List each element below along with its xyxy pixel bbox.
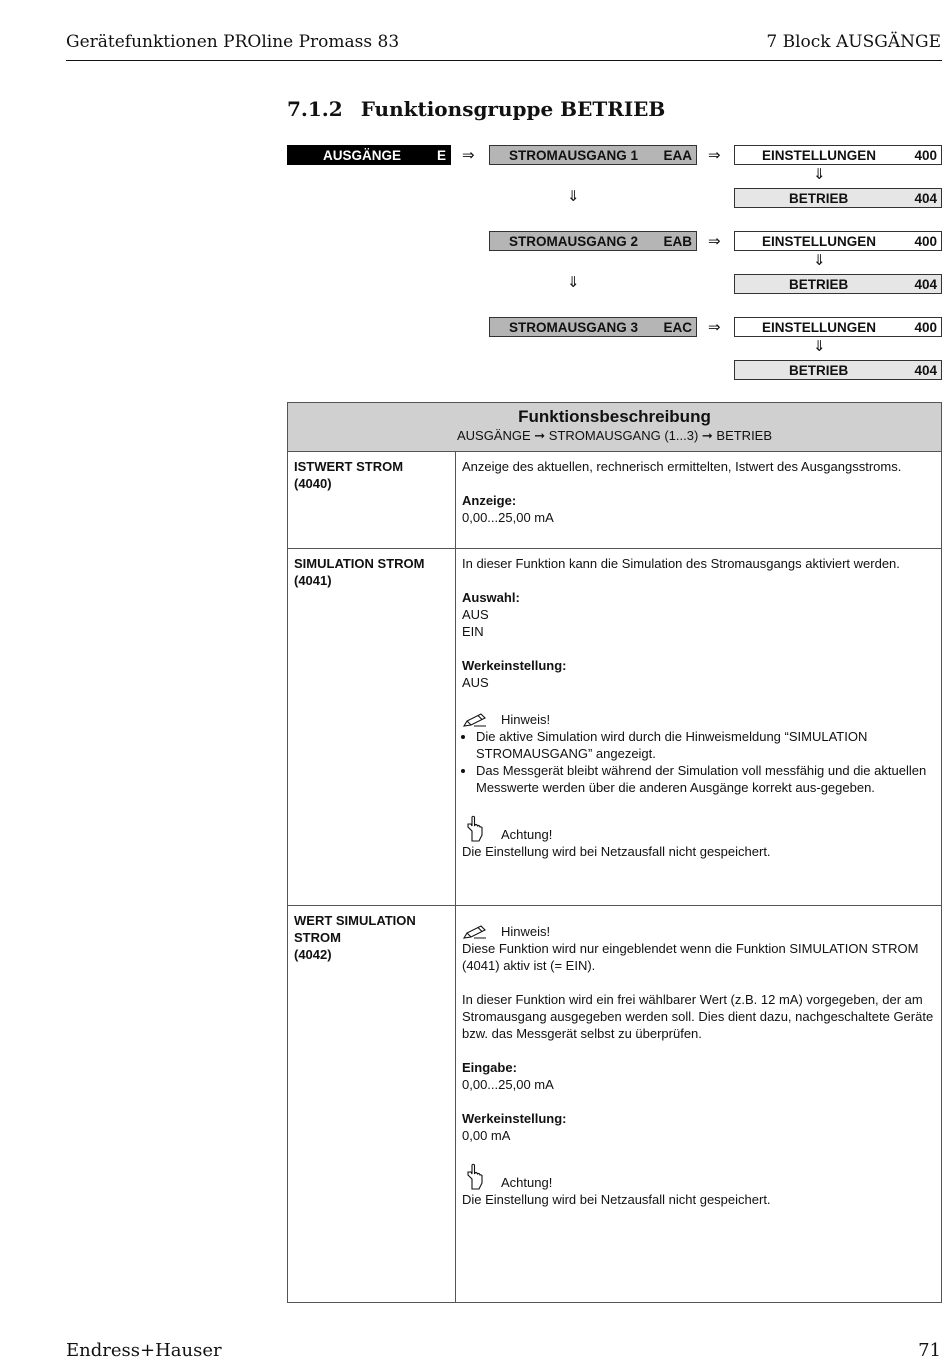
note-block [462,711,935,728]
note-label: Hinweis! [501,924,551,939]
default-value: AUS [462,675,489,690]
note-text: Diese Funktion wird nur eingeblendet wenn die Funktion SIMULATION STROM (4041) aktiv ist (= EIN). [462,941,919,973]
menu-settings-label: EINSTELLUNGEN [762,233,877,249]
caution-text: Die Einstellung wird bei Netzausfall nicht gespeichert. [462,844,771,859]
pointing-hand-caution-icon [462,815,488,843]
menu-group-code: EAB [663,233,692,249]
function-description: In dieser Funktion kann die Simulation des Stromausgangs aktiviert werden. [462,556,900,571]
section-title: Funktionsgruppe BETRIEB [360,97,666,121]
menu-settings-box-3 [734,317,942,337]
function-description-cell [456,906,941,1214]
menu-root-box [287,145,451,165]
note-item: • Die aktive Simulation wird durch die Hinweismeldung “SIMULATION STROMAUSGANG” angezeigt. [476,728,935,762]
section-number: 7.1.2 [287,97,343,121]
function-name-cell [288,452,456,548]
selection-option: EIN [462,624,484,639]
menu-group-label: STROMAUSGANG 3 [509,319,639,335]
selection-label: Auswahl: [462,590,520,605]
table-header [288,403,941,452]
caution-block [462,1163,935,1191]
function-name-cell [288,906,456,1303]
arrow-right-icon: ⇒ [708,147,721,164]
menu-group-code: EAC [663,319,692,335]
input-range: 0,00...25,00 mA [462,1077,554,1092]
menu-group-box-3 [489,317,697,337]
menu-settings-code: 400 [914,319,937,335]
menu-operation-label: BETRIEB [789,362,849,378]
menu-root-code: E [436,147,446,163]
arrow-down-icon: ⇓ [813,166,826,183]
table-row [288,452,941,549]
table-row [288,906,941,1303]
note-block [462,923,935,940]
pointing-hand-caution-icon [462,1163,488,1191]
function-description: Anzeige des aktuellen, rechnerisch ermittelten, Istwert des Ausgangsstroms. [462,459,902,474]
menu-operation-box-1 [734,188,942,208]
menu-operation-code: 404 [914,276,937,292]
arrow-right-icon: ⇒ [708,319,721,336]
note-label: Hinweis! [501,712,551,727]
function-description: In dieser Funktion wird ein frei wählbarer Wert (z.B. 12 mA) vorgegeben, der am Stromausgang ausgegeben werden soll. Dies dient dazu, nachgeschaltete Geräte bzw. das Messgerät selbst zu überprüfen. [462,992,934,1041]
page-number: 71 [918,1340,941,1361]
menu-settings-code: 400 [914,147,937,163]
menu-root-label: AUSGÄNGE [322,147,401,163]
function-description-cell [456,452,941,532]
function-description-table [287,402,942,1303]
caution-block [462,815,935,843]
arrow-right-icon: ⇒ [462,147,475,164]
function-name: STROM [294,930,341,945]
pencil-note-icon [462,712,488,728]
function-code: (4040) [294,476,332,491]
menu-settings-box-1 [734,145,942,165]
menu-operation-box-2 [734,274,942,294]
menu-operation-label: BETRIEB [789,190,849,206]
menu-settings-label: EINSTELLUNGEN [762,319,877,335]
caution-label: Achtung! [501,1175,553,1190]
arrow-right-icon: ⇒ [708,233,721,250]
function-code: (4041) [294,573,332,588]
section-heading [287,97,665,121]
display-value: 0,00...25,00 mA [462,510,554,525]
pencil-note-icon [462,924,488,940]
menu-group-label: STROMAUSGANG 2 [509,233,639,249]
note-item: • Das Messgerät bleibt während der Simulation voll messfähig und die aktuellen Messwerte werden über die anderen Ausgänge korrekt aus-gegeben. [476,762,935,796]
menu-operation-label: BETRIEB [789,276,849,292]
header-divider [66,60,942,61]
function-name-cell [288,549,456,905]
menu-settings-box-2 [734,231,942,251]
menu-group-code: EAA [663,147,692,163]
menu-operation-box-3 [734,360,942,380]
note-list [462,728,935,796]
caution-text: Die Einstellung wird bei Netzausfall nicht gespeichert. [462,1192,771,1207]
arrow-down-icon: ⇓ [567,188,580,205]
menu-operation-code: 404 [914,190,937,206]
menu-group-box-2 [489,231,697,251]
running-header-title: Gerätefunktionen PROline Promass 83 [66,32,400,52]
footer-brand: Endress+Hauser [66,1340,222,1361]
display-label: Anzeige: [462,493,517,508]
menu-settings-label: EINSTELLUNGEN [762,147,877,163]
arrow-down-icon: ⇓ [813,338,826,355]
selection-option: AUS [462,607,489,622]
function-name: WERT SIMULATION [294,913,416,928]
function-code: (4042) [294,947,332,962]
table-path: AUSGÄNGE ➞ STROMAUSGANG (1...3) ➞ BETRIEB [456,428,773,443]
function-name: ISTWERT STROM [294,459,404,474]
function-description-cell [456,549,941,866]
menu-group-label: STROMAUSGANG 1 [509,147,639,163]
arrow-down-icon: ⇓ [813,252,826,269]
menu-group-box-1 [489,145,697,165]
caution-label: Achtung! [501,827,553,842]
table-title: Funktionsbeschreibung [518,407,711,426]
default-value: 0,00 mA [462,1128,511,1143]
input-label: Eingabe: [462,1060,517,1075]
default-label: Werkeinstellung: [462,1111,567,1126]
running-header-chapter: 7 Block AUSGÄNGE [766,32,941,52]
function-name: SIMULATION STROM [294,556,425,571]
menu-settings-code: 400 [914,233,937,249]
table-row [288,549,941,906]
arrow-down-icon: ⇓ [567,274,580,291]
menu-operation-code: 404 [914,362,937,378]
default-label: Werkeinstellung: [462,658,567,673]
